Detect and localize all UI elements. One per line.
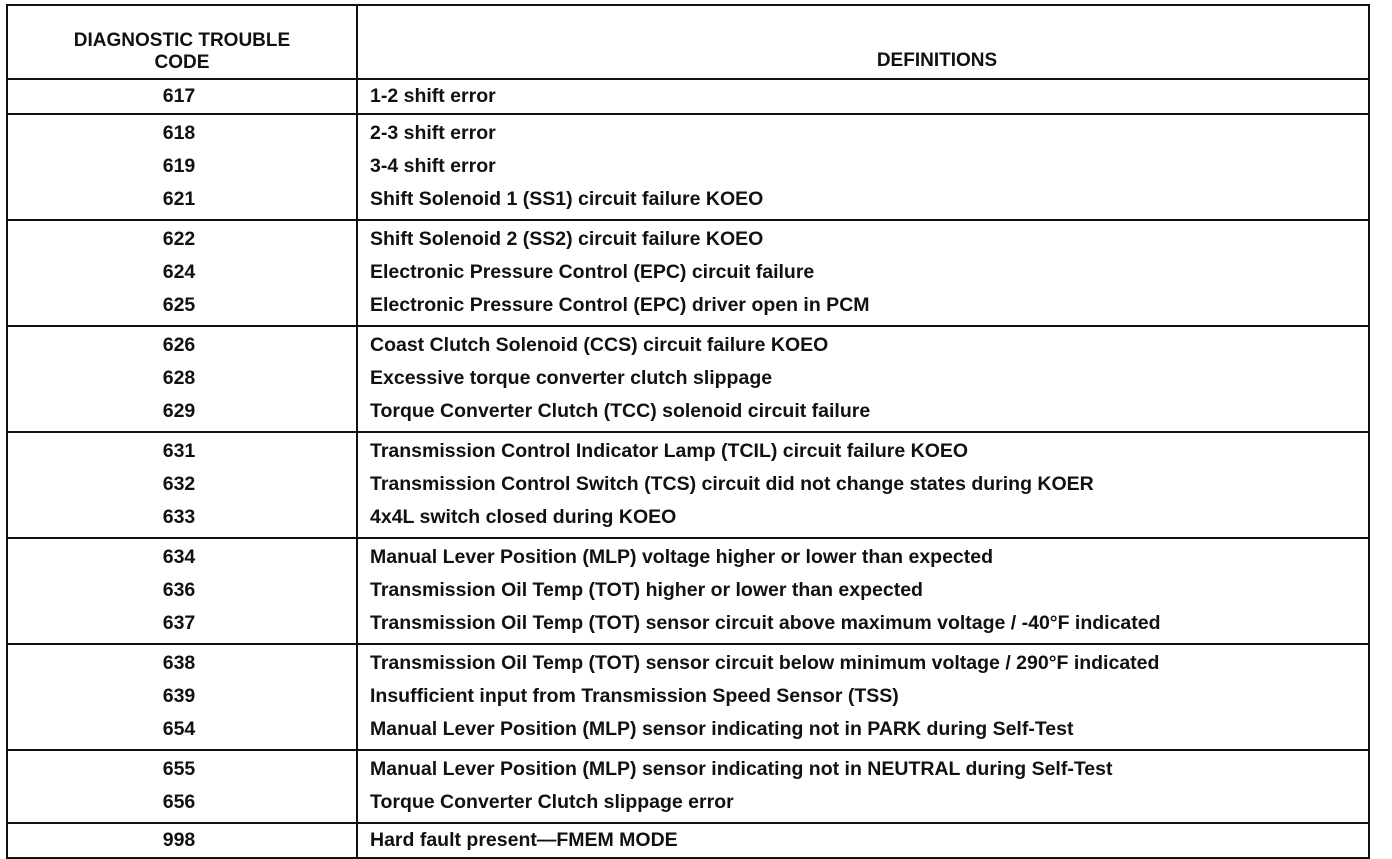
trouble-code: 629	[162, 400, 196, 422]
table-row-group	[7, 79, 1369, 114]
trouble-code: 624	[162, 261, 196, 283]
code-header-line-1: DIAGNOSTIC TROUBLE	[73, 30, 291, 51]
code-definition: Transmission Oil Temp (TOT) higher or lower than expected	[370, 579, 923, 601]
definition-cell	[357, 79, 1369, 114]
code-definition: Torque Converter Clutch slippage error	[370, 791, 734, 813]
table-row-group	[7, 432, 1369, 538]
code-definition: Transmission Control Switch (TCS) circuit did not change states during KOER	[370, 473, 1094, 495]
code-cell	[7, 114, 357, 220]
trouble-code: 619	[162, 155, 196, 177]
code-definition: Transmission Control Indicator Lamp (TCIL) circuit failure KOEO	[370, 440, 969, 462]
code-definition: 1-2 shift error	[370, 85, 496, 107]
trouble-code: 998	[162, 829, 196, 851]
trouble-code: 637	[162, 612, 196, 634]
table-row-group	[7, 750, 1369, 823]
code-definition: Hard fault present—FMEM MODE	[370, 829, 678, 851]
definition-cell	[357, 114, 1369, 220]
table-row-group	[7, 538, 1369, 644]
code-cell	[7, 750, 357, 823]
trouble-code: 634	[162, 546, 196, 568]
code-definition: 2-3 shift error	[370, 122, 496, 144]
definition-cell	[357, 750, 1369, 823]
code-cell	[7, 220, 357, 326]
trouble-code: 631	[162, 440, 196, 462]
trouble-code: 625	[162, 294, 196, 316]
trouble-code: 654	[162, 718, 196, 740]
code-definition: Insufficient input from Transmission Speed Sensor (TSS)	[370, 685, 899, 707]
trouble-code: 655	[162, 758, 196, 780]
definitions-column-header	[357, 5, 1369, 79]
table-row-group	[7, 823, 1369, 858]
code-definition: Coast Clutch Solenoid (CCS) circuit failure KOEO	[370, 334, 829, 356]
dtc-definitions-table	[6, 4, 1370, 859]
trouble-code: 618	[162, 122, 196, 144]
trouble-code: 636	[162, 579, 196, 601]
trouble-code: 656	[162, 791, 196, 813]
trouble-code: 633	[162, 506, 196, 528]
code-cell	[7, 823, 357, 858]
code-definition: Manual Lever Position (MLP) voltage higher or lower than expected	[370, 546, 994, 568]
code-cell	[7, 79, 357, 114]
header-row	[7, 5, 1369, 79]
definition-cell	[357, 220, 1369, 326]
definition-cell	[357, 326, 1369, 432]
table-row-group	[7, 644, 1369, 750]
table-row-group	[7, 326, 1369, 432]
code-definition: 3-4 shift error	[370, 155, 496, 177]
code-cell	[7, 432, 357, 538]
definition-cell	[357, 432, 1369, 538]
code-definition: Transmission Oil Temp (TOT) sensor circuit below minimum voltage / 290°F indicated	[370, 652, 1160, 674]
code-definition: Shift Solenoid 1 (SS1) circuit failure KOEO	[370, 188, 764, 210]
trouble-code: 638	[162, 652, 196, 674]
definition-cell	[357, 644, 1369, 750]
trouble-code: 621	[162, 188, 196, 210]
table-row-group	[7, 220, 1369, 326]
code-cell	[7, 644, 357, 750]
table-row-group	[7, 114, 1369, 220]
code-definition: Excessive torque converter clutch slippage	[370, 367, 773, 389]
table-body	[7, 79, 1369, 858]
definitions-header-label: DEFINITIONS	[876, 50, 998, 71]
trouble-code: 617	[162, 85, 196, 107]
trouble-code: 639	[162, 685, 196, 707]
definition-cell	[357, 538, 1369, 644]
code-header-line-2: CODE	[154, 52, 210, 73]
code-definition: Transmission Oil Temp (TOT) sensor circuit above maximum voltage / -40°F indicated	[370, 612, 1161, 634]
trouble-code: 628	[162, 367, 196, 389]
trouble-code: 626	[162, 334, 196, 356]
code-definition: Shift Solenoid 2 (SS2) circuit failure KOEO	[370, 228, 764, 250]
definition-cell	[357, 823, 1369, 858]
code-definition: Torque Converter Clutch (TCC) solenoid circuit failure	[370, 400, 871, 422]
code-definition: Electronic Pressure Control (EPC) driver open in PCM	[370, 294, 870, 316]
table-header	[7, 5, 1369, 79]
code-cell	[7, 326, 357, 432]
code-cell	[7, 538, 357, 644]
code-definition: Manual Lever Position (MLP) sensor indicating not in PARK during Self-Test	[370, 718, 1074, 740]
trouble-code: 632	[162, 473, 196, 495]
code-column-header	[7, 5, 357, 79]
code-definition: Electronic Pressure Control (EPC) circuit failure	[370, 261, 815, 283]
trouble-code: 622	[162, 228, 196, 250]
code-definition: 4x4L switch closed during KOEO	[370, 506, 677, 528]
code-definition: Manual Lever Position (MLP) sensor indicating not in NEUTRAL during Self-Test	[370, 758, 1113, 780]
